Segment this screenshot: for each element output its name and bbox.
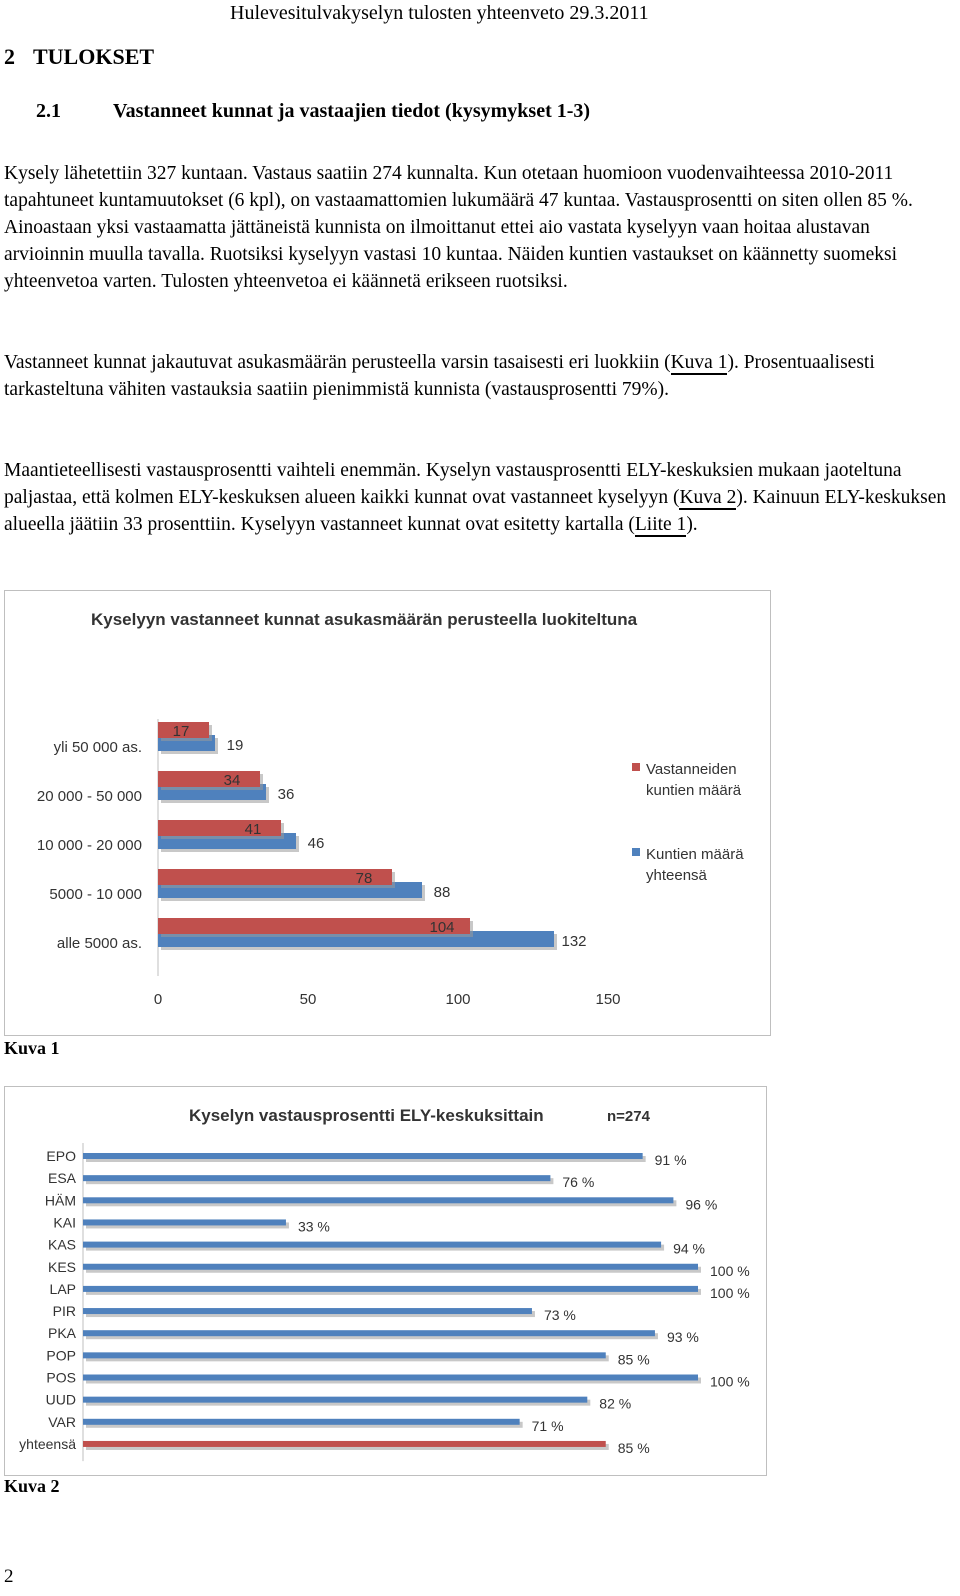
data-label-responded: 104 <box>429 919 455 936</box>
data-label-responded: 34 <box>223 772 241 789</box>
data-label-total: 36 <box>277 786 295 803</box>
bar-responded <box>158 918 470 934</box>
bar <box>83 1352 606 1358</box>
data-label-total: 132 <box>561 933 587 950</box>
bar-total <box>83 1441 606 1447</box>
data-label: 91 % <box>654 1152 687 1168</box>
subsection-heading <box>36 100 590 123</box>
category-label: VAR <box>48 1413 76 1430</box>
data-label-total: 19 <box>226 737 244 754</box>
bar <box>83 1153 643 1159</box>
figure-reference-link[interactable]: Kuva 1 <box>670 352 728 373</box>
running-header: Hulevesitulvakyselyn tulosten yhteenveto 29.3.2011 <box>230 2 649 24</box>
bar <box>83 1330 655 1336</box>
paragraph-text: ). Prosentuaalisesti tarkasteltuna vähiten vastauksia saatiin pienimmistä kunnista (vastausprosentti 79%). <box>4 352 875 400</box>
bar <box>83 1264 698 1270</box>
data-label-responded: 41 <box>244 821 262 838</box>
category-label: 10 000 - 20 000 <box>36 837 142 854</box>
data-label: 94 % <box>673 1240 706 1257</box>
category-label: 20 000 - 50 000 <box>36 788 142 805</box>
bar <box>83 1397 587 1403</box>
category-label: KAI <box>53 1214 76 1231</box>
data-label-responded: 17 <box>172 723 190 740</box>
data-label: 85 % <box>617 1351 650 1368</box>
category-label: 5000 - 10 000 <box>49 886 142 903</box>
legend-label-total-line1: Kuntien määrä <box>646 846 744 863</box>
category-label: UUD <box>45 1391 76 1408</box>
data-label-total: 88 <box>433 884 451 901</box>
data-label: 93 % <box>666 1329 699 1346</box>
figure-caption-1: Kuva 1 <box>4 1038 60 1058</box>
legend-label-total-line2: yhteensä <box>646 867 707 884</box>
figure-caption-2: Kuva 2 <box>4 1476 60 1496</box>
category-label: alle 5000 as. <box>56 935 142 952</box>
category-label: KES <box>47 1258 76 1275</box>
subsection-number: 2.1 <box>36 100 61 122</box>
bar <box>83 1197 673 1203</box>
category-label: ESA <box>47 1170 76 1187</box>
data-label: 76 % <box>562 1174 595 1191</box>
category-label: yli 50 000 as. <box>53 739 142 756</box>
data-label-responded: 78 <box>355 870 373 887</box>
category-label: EPO <box>46 1148 76 1164</box>
legend-label-responded-line1: Vastanneiden <box>646 761 737 778</box>
bar <box>83 1219 286 1225</box>
category-label: PKA <box>47 1325 76 1342</box>
appendix-reference-link[interactable]: Liite 1 <box>634 514 687 535</box>
section-heading <box>4 44 154 70</box>
ely-bar-chart <box>5 1087 766 1475</box>
category-label: yhteensä <box>19 1435 76 1452</box>
data-label: 71 % <box>531 1417 564 1434</box>
paragraph-text: ). <box>686 514 698 535</box>
section-title: TULOKSET <box>33 44 155 69</box>
category-label: POP <box>46 1347 76 1364</box>
page-number: 2 <box>4 1566 14 1587</box>
figure-reference-link[interactable]: Kuva 2 <box>679 487 737 508</box>
bar <box>83 1175 550 1181</box>
x-tick-label: 0 <box>153 991 163 1008</box>
category-label: PIR <box>52 1303 76 1320</box>
population-bar-chart <box>5 591 770 1035</box>
legend-swatch-responded <box>632 763 640 771</box>
legend-label-responded-line2: kuntien määrä <box>646 782 742 799</box>
x-tick-label: 100 <box>445 991 471 1008</box>
x-tick-label: 150 <box>595 991 621 1008</box>
bar-responded <box>158 820 281 836</box>
bar-responded <box>158 771 260 787</box>
data-label-total: 46 <box>307 835 325 852</box>
paragraph-survey-summary: Kysely lähetettiin 327 kuntaan. Vastaus saatiin 274 kunnalta. Kun otetaan huomioon vuodenvaihteessa 2010-2011 tapahtuneet kuntamuutokset (6 kpl), on vastaamattomien lukumäärä 47 kuntaa. Vastausprosentti on siten ollen 85 %. Ainoastaan yksi vastaamatta jättäneistä kunnista on ilmoittanut ettei aio vastata kyselyyn vaan hoitaa alustavan arvioinnin muulla tavalla. Ruotsiksi kyselyyn vastasi 10 kuntaa. Näiden kuntien vastaukset on käännetty suomeksi yhteenvetoa varten. Tulosten yhteenvetoa ei käännetä erikseen ruotsiksi. <box>4 163 913 292</box>
chart-ely-response-rate <box>4 1086 767 1476</box>
bar <box>83 1286 698 1292</box>
data-label: 33 % <box>297 1218 330 1235</box>
data-label: 85 % <box>617 1439 650 1456</box>
bar <box>83 1375 698 1381</box>
category-label: POS <box>46 1369 76 1386</box>
data-label: 100 % <box>710 1262 750 1279</box>
legend-swatch-total <box>632 848 640 856</box>
chart-n-note: n=274 <box>607 1108 650 1125</box>
chart-population-classes <box>4 590 771 1036</box>
paragraph-text: Maantieteellisesti vastausprosentti vaihteli enemmän. Kyselyn vastausprosentti ELY-keskuksien mukaan jaoteltuna paljastaa, että kolmen ELY-keskuksen alueen kaikki kunnat ovat vastanneet kyselyyn ( <box>4 460 902 508</box>
paragraph-text: Vastanneet kunnat jakautuvat asukasmäärän perusteella varsin tasaisesti eri luokkiin ( <box>4 352 671 373</box>
paragraph-population-classes <box>4 349 949 403</box>
bar <box>83 1242 661 1248</box>
data-label: 82 % <box>599 1395 632 1412</box>
bar <box>83 1419 520 1425</box>
category-label: HÄM <box>44 1192 76 1209</box>
chart-title: Kyselyn vastausprosentti ELY-keskuksittain <box>189 1106 544 1125</box>
category-label: LAP <box>49 1280 76 1297</box>
chart-title: Kyselyyn vastanneet kunnat asukasmäärän perusteella luokiteltuna <box>91 610 638 629</box>
section-number: 2 <box>4 44 15 69</box>
bar <box>83 1308 532 1314</box>
subsection-title: Vastanneet kunnat ja vastaajien tiedot (kysymykset 1-3) <box>113 100 591 122</box>
category-label: KAS <box>47 1236 76 1253</box>
data-label: 73 % <box>543 1307 576 1324</box>
paragraph-text: ). Kainuun ELY-keskuksen alueella jäätiin 33 prosenttiin. Kyselyyn vastanneet kunnat ovat esitetty kartalla ( <box>4 487 947 535</box>
data-label: 100 % <box>710 1373 750 1390</box>
data-label: 96 % <box>685 1196 718 1213</box>
x-tick-label: 50 <box>299 991 317 1008</box>
paragraph-geography <box>4 457 949 538</box>
data-label: 100 % <box>710 1284 750 1301</box>
